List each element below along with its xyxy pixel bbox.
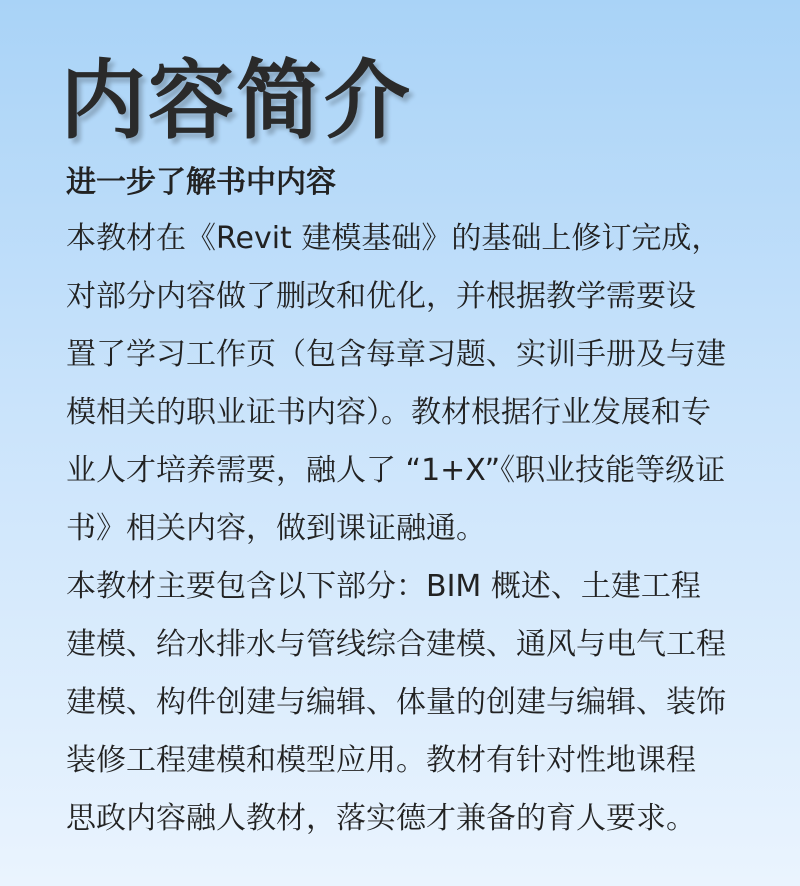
text-line: 本教材主要包含以下部分：BIM 概述、土建工程 [66, 569, 701, 604]
intro-body [66, 210, 746, 848]
text-line: 本教材在《Revit 建模基础》的基础上修订完成， [66, 221, 722, 256]
text-line: 书》相关内容，做到课证融通。 [66, 511, 486, 546]
page-title: 内容简介 [60, 51, 412, 151]
text-line: 业人才培养需要，融人了 “1+X”《职业技能等级证 [66, 453, 726, 488]
text-line: 模相关的职业证书内容）。教材根据行业发展和专 [66, 395, 711, 430]
text-line: 思政内容融人教材，落实德才兼备的育人要求。 [66, 801, 696, 836]
page-subtitle: 进一步了解书中内容 [66, 165, 336, 200]
text-line: 建模、构件创建与编辑、体量的创建与编辑、装饰 [66, 685, 726, 720]
text-line: 对部分内容做了删改和优化，并根据教学需要设 [66, 279, 696, 314]
text-line: 建模、给水排水与管线综合建模、通风与电气工程 [66, 627, 726, 662]
text-line: 装修工程建模和模型应用。教材有针对性地课程 [66, 743, 696, 778]
text-line: 置了学习工作页（包含每章习题、实训手册及与建 [66, 337, 726, 372]
paragraph-revision [66, 210, 746, 558]
paragraph-contents [66, 558, 746, 848]
